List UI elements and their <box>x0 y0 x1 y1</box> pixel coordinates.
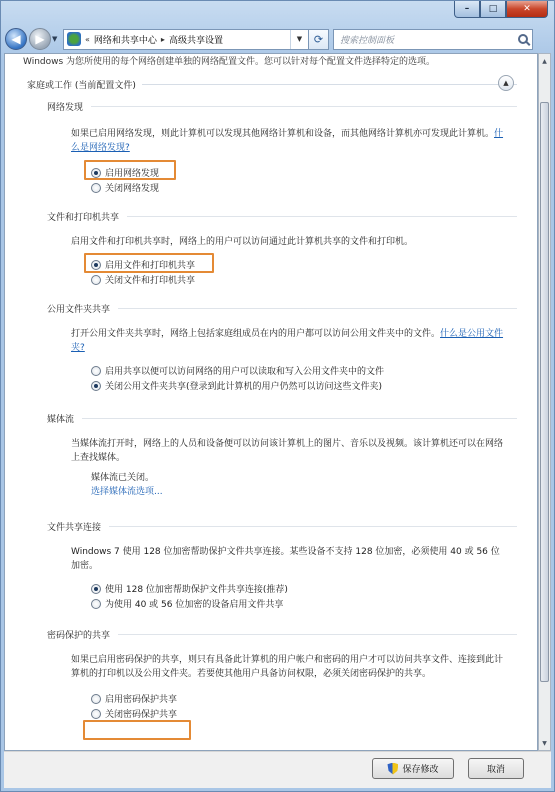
radio-disable-network-discovery[interactable] <box>91 180 517 195</box>
description-text: 打开公用文件夹共享时，网络上包括家庭组成员在内的用户都可以访问公用文件夹中的文件。 <box>71 329 441 339</box>
radio-enable-password-sharing[interactable] <box>91 691 517 706</box>
breadcrumb-overflow[interactable]: « <box>85 34 90 44</box>
back-arrow-icon: ◀ <box>11 32 21 46</box>
radio-disable-file-printer-sharing[interactable] <box>91 272 517 287</box>
section-description: Windows 7 使用 128 位加密帮助保护文件共享连接。某些设备不支持 128 位加密，必须使用 40 或 56 位加密。 <box>71 547 500 571</box>
option-label: 关闭密码保护共享 <box>105 710 178 720</box>
radio-disable-public-folder-sharing[interactable] <box>91 378 517 393</box>
bottom-button-bar <box>4 751 551 788</box>
address-bar[interactable] <box>63 29 309 50</box>
section-public-folder-sharing <box>47 302 517 393</box>
section-title: 网络发现 <box>47 103 84 113</box>
radio-unchecked-icon <box>91 275 101 285</box>
what-is-public-folder-link[interactable]: 什么是公用文件夹? <box>71 329 504 353</box>
forward-arrow-icon: ▶ <box>35 32 45 46</box>
collapse-chevron-up-icon[interactable]: ▲ <box>498 75 514 91</box>
option-label: 启用网络发现 <box>105 169 160 179</box>
scroll-down-icon[interactable]: ▼ <box>542 739 547 747</box>
network-center-icon <box>67 32 81 46</box>
title-buttons <box>454 1 548 18</box>
media-stream-status: 媒体流已关闭。 <box>91 473 155 483</box>
section-divider <box>109 526 517 527</box>
highlight-box <box>84 160 176 180</box>
forward-button[interactable] <box>29 28 51 50</box>
scrollbar-thumb[interactable] <box>540 102 549 682</box>
vertical-scrollbar[interactable] <box>538 53 551 751</box>
section-password-protected-sharing <box>47 628 517 721</box>
scroll-up-icon[interactable]: ▲ <box>542 57 547 65</box>
radio-checked-icon <box>91 381 101 391</box>
settings-content <box>4 53 538 751</box>
option-label: 启用文件和打印机共享 <box>105 261 196 271</box>
option-label: 启用密码保护共享 <box>105 695 178 705</box>
radio-disable-password-sharing[interactable] <box>91 706 517 721</box>
section-divider <box>82 418 517 419</box>
recent-pages-dropdown-icon[interactable]: ▼ <box>52 35 58 43</box>
section-title: 文件和打印机共享 <box>47 213 120 223</box>
option-label: 关闭文件和打印机共享 <box>105 276 196 286</box>
option-label: 使用 128 位加密帮助保护文件共享连接(推荐) <box>105 585 288 595</box>
minimize-button[interactable] <box>454 1 480 18</box>
cancel-button[interactable] <box>468 758 524 779</box>
save-changes-button[interactable] <box>372 758 454 779</box>
radio-enable-public-folder-sharing[interactable] <box>91 363 517 378</box>
section-title: 文件共享连接 <box>47 523 102 533</box>
section-description: 如果已启用密码保护的共享，则只有具备此计算机的用户帐户和密码的用户才可以访问共享文件、连接到此计算机的打印机以及公用文件夹。若要使其他用户具备访问权限，必须关闭密码保护的共享。 <box>71 655 504 679</box>
maximize-button[interactable] <box>480 1 506 18</box>
what-is-network-discovery-link[interactable]: 什么是网络发现? <box>71 129 504 153</box>
radio-40-56bit-encryption[interactable] <box>91 596 517 611</box>
group-divider <box>142 84 517 85</box>
maximize-icon: □ <box>488 4 498 14</box>
navigation-bar <box>5 27 550 51</box>
choose-media-streaming-options-link[interactable]: 选择媒体流选项... <box>91 487 163 497</box>
section-divider <box>118 308 517 309</box>
minimize-icon: – <box>464 4 470 14</box>
highlight-box <box>83 720 191 740</box>
search-icon <box>518 34 528 44</box>
close-button[interactable] <box>506 1 548 18</box>
cancel-label: 取消 <box>486 765 505 775</box>
section-description: 启用文件和打印机共享时，网络上的用户可以访问通过此计算机共享的文件和打印机。 <box>71 237 414 247</box>
close-icon: ✕ <box>523 4 531 14</box>
section-file-sharing-connections <box>47 520 517 611</box>
section-divider <box>91 106 517 107</box>
radio-unchecked-icon <box>91 183 101 193</box>
section-description <box>71 327 507 355</box>
section-description: 当媒体流打开时，网络上的人员和设备便可以访问该计算机上的图片、音乐以及视频。该计算机还可以在网络上查找媒体。 <box>71 439 504 463</box>
section-file-printer-sharing <box>47 210 517 287</box>
option-label: 启用共享以便可以访问网络的用户可以读取和写入公用文件夹中的文件 <box>105 367 385 377</box>
breadcrumb-separator-icon[interactable]: ▸ <box>160 34 165 44</box>
section-description <box>71 127 507 155</box>
section-title: 密码保护的共享 <box>47 631 111 641</box>
refresh-button[interactable]: ⟳ <box>309 29 329 50</box>
profile-group-header <box>27 78 517 91</box>
highlight-box <box>84 253 214 273</box>
intro-text: Windows 为您所使用的每个网络创建单独的网络配置文件。您可以针对每个配置文件选择特定的选项。 <box>23 57 436 67</box>
search-placeholder: 搜索控制面板 <box>340 35 395 46</box>
section-media-streaming <box>47 412 517 499</box>
address-dropdown-icon[interactable]: ▼ <box>290 30 308 49</box>
back-button[interactable] <box>5 28 27 50</box>
section-network-discovery <box>47 100 517 195</box>
radio-checked-icon <box>91 584 101 594</box>
save-label: 保存修改 <box>402 765 439 775</box>
description-text: 如果已启用网络发现，则此计算机可以发现其他网络计算机和设备，而其他网络计算机亦可发现此计算机。 <box>71 129 495 139</box>
breadcrumb-network-center[interactable]: 网络和共享中心 <box>93 35 157 46</box>
radio-128bit-encryption[interactable] <box>91 581 517 596</box>
radio-unchecked-icon <box>91 709 101 719</box>
breadcrumb-advanced-sharing[interactable]: 高级共享设置 <box>168 35 223 46</box>
section-divider <box>127 216 517 217</box>
search-input[interactable] <box>333 29 533 50</box>
section-divider <box>118 634 517 635</box>
option-label: 关闭公用文件夹共享(登录到此计算机的用户仍然可以访问这些文件夹) <box>105 382 383 392</box>
radio-unchecked-icon <box>91 694 101 704</box>
option-label: 为使用 40 或 56 位加密的设备启用文件共享 <box>105 600 284 610</box>
uac-shield-icon <box>387 763 398 775</box>
option-label: 关闭网络发现 <box>105 184 160 194</box>
section-title: 媒体流 <box>47 415 75 425</box>
profile-group-title: 家庭或工作 (当前配置文件) <box>27 81 136 91</box>
section-title: 公用文件夹共享 <box>47 305 111 315</box>
radio-unchecked-icon <box>91 366 101 376</box>
radio-unchecked-icon <box>91 599 101 609</box>
